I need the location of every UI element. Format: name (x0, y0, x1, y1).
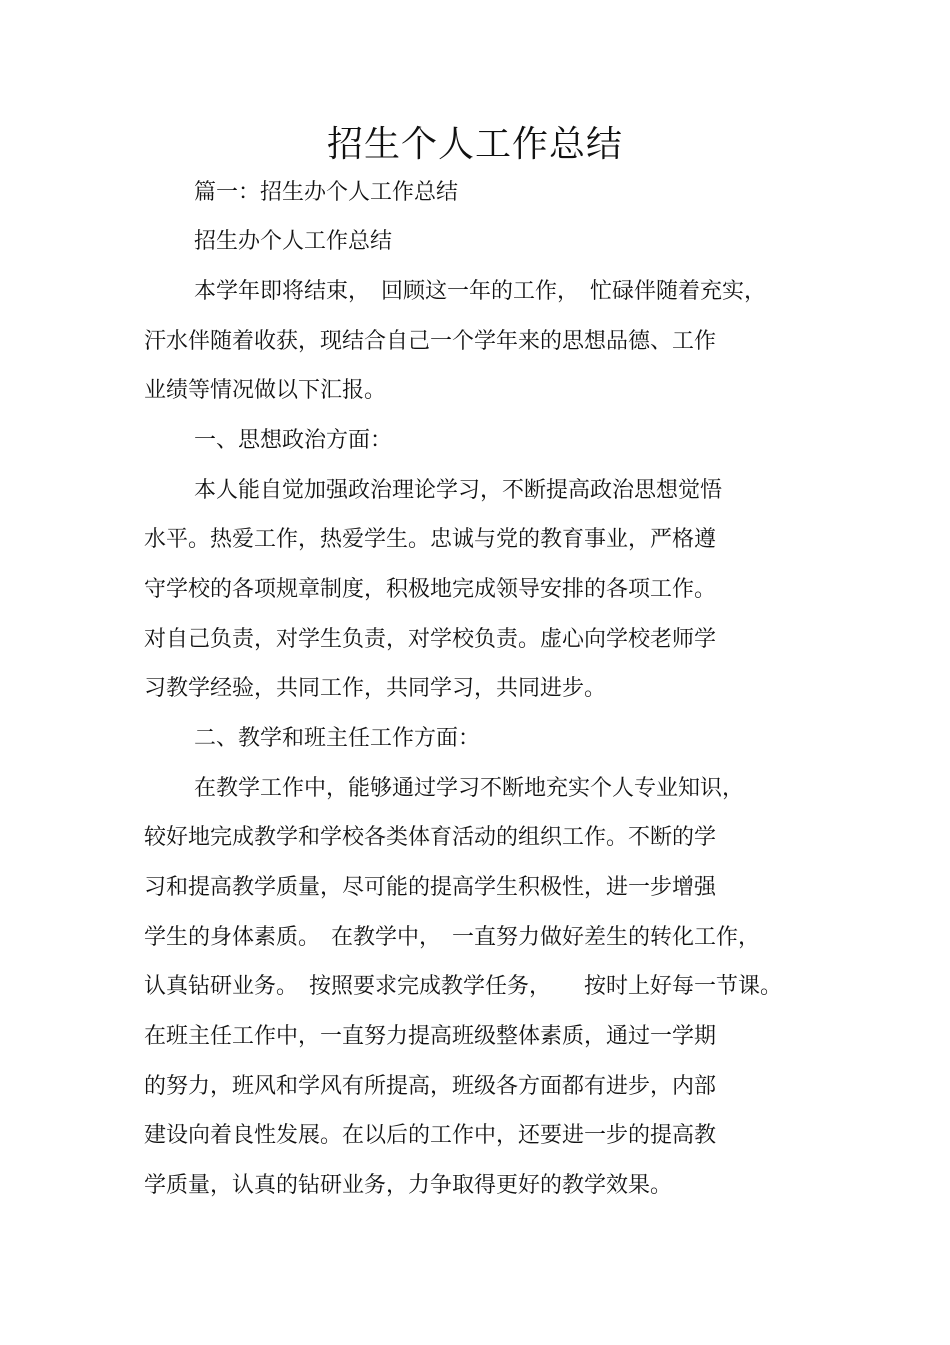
paragraph-line: 学质量，认真的钻研业务，力争取得更好的教学效果。 (144, 1173, 673, 1198)
paragraph-line: 本学年即将结束， 回顾这一年的工作， 忙碌伴随着充实， (194, 279, 767, 304)
paragraph-line: 较好地完成教学和学校各类体育活动的组织工作。不断的学 (144, 825, 717, 850)
paragraph-line: 在班主任工作中，一直努力提高班级整体素质，通过一学期 (144, 1024, 717, 1049)
paragraph-line: 水平。热爱工作，热爱学生。忠诚与党的教育事业，严格遵 (144, 527, 717, 552)
paragraph-line: 在教学工作中，能够通过学习不断地充实个人专业知识， (194, 776, 745, 801)
paragraph-line: 习和提高教学质量，尽可能的提高学生积极性，进一步增强 (144, 875, 717, 900)
subtitle-line: 招生办个人工作总结 (194, 229, 393, 254)
paragraph-line: 对自己负责，对学生负责，对学校负责。虚心向学校老师学 (144, 627, 717, 652)
section-heading-ideology: 一、思想政治方面： (194, 428, 393, 453)
paragraph-line: 认真钻研业务。 按照要求完成教学任务， 按时上好每一节课。 (144, 974, 783, 999)
paragraph-line: 建设向着良性发展。在以后的工作中，还要进一步的提高教 (144, 1123, 717, 1148)
paragraph-line: 守学校的各项规章制度，积极地完成领导安排的各项工作。 (144, 577, 717, 602)
paragraph-line: 习教学经验，共同工作，共同学习，共同进步。 (144, 676, 607, 701)
paragraph-line: 学生的身体素质。 在教学中， 一直努力做好差生的转化工作， (144, 925, 761, 950)
paragraph-line: 的努力，班风和学风有所提高，班级各方面都有进步，内部 (144, 1074, 717, 1099)
section-heading-chapter-one: 篇一：招生办个人工作总结 (194, 180, 459, 205)
paragraph-line: 本人能自觉加强政治理论学习，不断提高政治思想觉悟 (194, 478, 723, 503)
document-title: 招生个人工作总结 (326, 124, 623, 165)
paragraph-line: 业绩等情况做以下汇报。 (144, 378, 387, 403)
section-heading-teaching: 二、教学和班主任工作方面： (194, 726, 481, 751)
paragraph-line: 汗水伴随着收获，现结合自己一个学年来的思想品德、工作 (144, 329, 717, 354)
